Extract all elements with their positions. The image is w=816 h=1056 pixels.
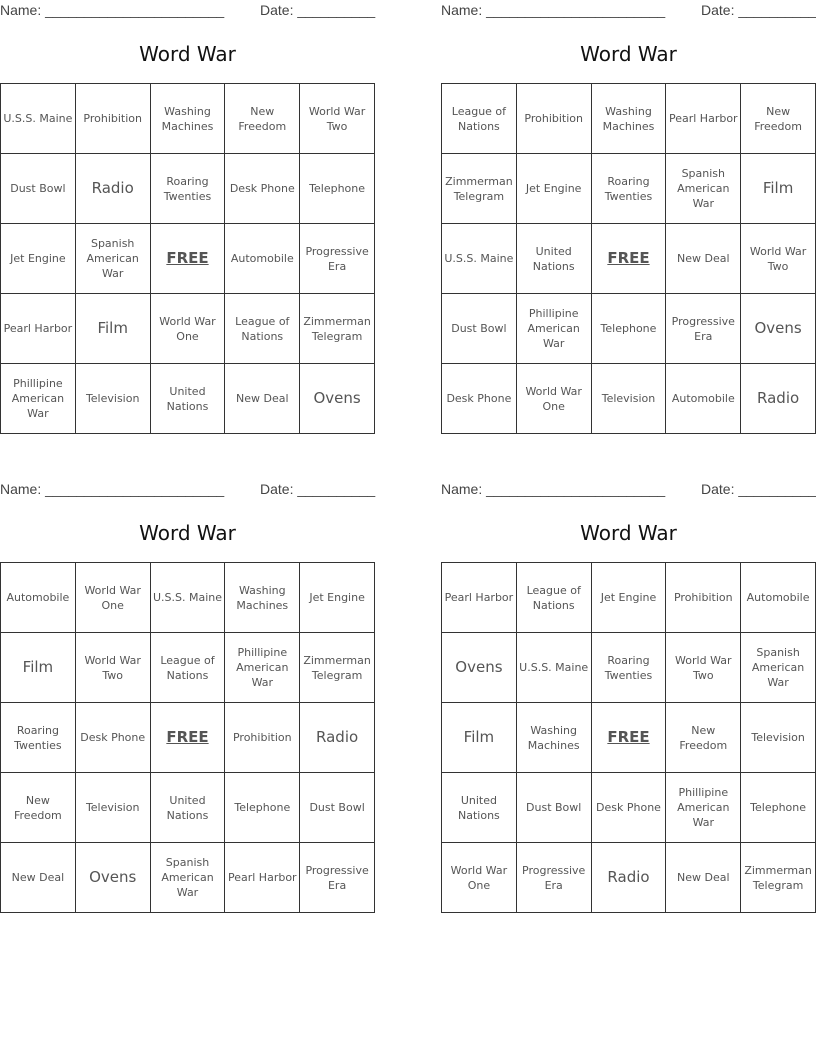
bingo-cell[interactable]: Film: [76, 294, 151, 364]
bingo-cell[interactable]: Radio: [300, 703, 375, 773]
header: [441, 2, 816, 20]
bingo-cell[interactable]: Automobile: [666, 364, 741, 434]
bingo-cell[interactable]: Spanish American War: [666, 154, 741, 224]
bingo-cell[interactable]: World War Two: [666, 633, 741, 703]
bingo-cell[interactable]: New Freedom: [741, 84, 816, 154]
free-space-cell[interactable]: FREE: [151, 703, 226, 773]
bingo-card-4: [441, 479, 816, 914]
bingo-cell[interactable]: United Nations: [151, 773, 226, 843]
bingo-cell[interactable]: Phillipine American War: [517, 294, 592, 364]
bingo-cell[interactable]: League of Nations: [517, 563, 592, 633]
bingo-cell[interactable]: Ovens: [741, 294, 816, 364]
bingo-grid: [441, 83, 816, 434]
bingo-cell[interactable]: Film: [741, 154, 816, 224]
bingo-cell[interactable]: United Nations: [151, 364, 226, 434]
bingo-cell[interactable]: Spanish American War: [76, 224, 151, 294]
bingo-cell[interactable]: Roaring Twenties: [1, 703, 76, 773]
bingo-cell[interactable]: World War One: [517, 364, 592, 434]
name-field[interactable]: Name: _______________________: [441, 2, 666, 18]
bingo-cell[interactable]: Roaring Twenties: [151, 154, 226, 224]
bingo-cell[interactable]: Prohibition: [76, 84, 151, 154]
bingo-cell[interactable]: New Freedom: [225, 84, 300, 154]
bingo-cell[interactable]: World War One: [442, 843, 517, 913]
bingo-cell[interactable]: Prohibition: [225, 703, 300, 773]
free-space-cell[interactable]: FREE: [592, 224, 667, 294]
bingo-cell[interactable]: Ovens: [442, 633, 517, 703]
date-field[interactable]: Date: __________: [260, 2, 376, 18]
bingo-cell[interactable]: World War Two: [741, 224, 816, 294]
bingo-cell[interactable]: Radio: [592, 843, 667, 913]
header: [0, 481, 375, 499]
bingo-cell[interactable]: U.S.S. Maine: [517, 633, 592, 703]
bingo-cell[interactable]: Jet Engine: [1, 224, 76, 294]
bingo-cell[interactable]: U.S.S. Maine: [151, 563, 226, 633]
bingo-cell[interactable]: Washing Machines: [225, 563, 300, 633]
bingo-grid: [0, 562, 375, 913]
bingo-cell[interactable]: League of Nations: [442, 84, 517, 154]
bingo-cell[interactable]: Zimmerman Telegram: [300, 294, 375, 364]
bingo-cell[interactable]: Jet Engine: [592, 563, 667, 633]
free-space-cell[interactable]: FREE: [151, 224, 226, 294]
bingo-cell[interactable]: New Deal: [666, 224, 741, 294]
bingo-cell[interactable]: Automobile: [225, 224, 300, 294]
header: [0, 2, 375, 20]
bingo-card-3: [0, 479, 375, 914]
bingo-cell[interactable]: Zimmerman Telegram: [300, 633, 375, 703]
bingo-cell[interactable]: Pearl Harbor: [225, 843, 300, 913]
bingo-cell[interactable]: Zimmerman Telegram: [442, 154, 517, 224]
bingo-cell[interactable]: Washing Machines: [517, 703, 592, 773]
free-space-cell[interactable]: FREE: [592, 703, 667, 773]
name-field[interactable]: Name: _______________________: [0, 2, 225, 18]
bingo-grid: [0, 83, 375, 434]
bingo-cell[interactable]: Dust Bowl: [442, 294, 517, 364]
bingo-cell[interactable]: New Deal: [1, 843, 76, 913]
bingo-cell[interactable]: Dust Bowl: [517, 773, 592, 843]
bingo-cell[interactable]: Progressive Era: [666, 294, 741, 364]
bingo-cell[interactable]: Television: [741, 703, 816, 773]
bingo-cell[interactable]: League of Nations: [225, 294, 300, 364]
bingo-cell[interactable]: Telephone: [225, 773, 300, 843]
bingo-cell[interactable]: Desk Phone: [76, 703, 151, 773]
bingo-cell[interactable]: New Freedom: [1, 773, 76, 843]
date-field[interactable]: Date: __________: [701, 2, 816, 18]
date-field[interactable]: Date: __________: [260, 481, 376, 497]
card-title: Word War: [580, 42, 677, 66]
bingo-cell[interactable]: Television: [592, 364, 667, 434]
bingo-cell[interactable]: Progressive Era: [517, 843, 592, 913]
bingo-cell[interactable]: Jet Engine: [517, 154, 592, 224]
bingo-cell[interactable]: Dust Bowl: [1, 154, 76, 224]
bingo-cell[interactable]: Washing Machines: [151, 84, 226, 154]
bingo-card-1: [0, 0, 375, 435]
card-title: Word War: [139, 521, 236, 545]
bingo-cell[interactable]: World War Two: [300, 84, 375, 154]
bingo-grid: [441, 562, 816, 913]
bingo-cell[interactable]: United Nations: [517, 224, 592, 294]
bingo-cell[interactable]: Dust Bowl: [300, 773, 375, 843]
card-title: Word War: [580, 521, 677, 545]
bingo-cell[interactable]: Pearl Harbor: [1, 294, 76, 364]
name-field[interactable]: Name: _______________________: [441, 481, 666, 497]
bingo-cell[interactable]: Progressive Era: [300, 843, 375, 913]
bingo-cell[interactable]: World War Two: [76, 633, 151, 703]
bingo-cell[interactable]: Desk Phone: [442, 364, 517, 434]
bingo-cell[interactable]: New Deal: [225, 364, 300, 434]
bingo-cell[interactable]: Automobile: [1, 563, 76, 633]
bingo-cell[interactable]: Film: [1, 633, 76, 703]
bingo-cell[interactable]: Jet Engine: [300, 563, 375, 633]
bingo-cell[interactable]: Pearl Harbor: [666, 84, 741, 154]
bingo-cell[interactable]: Television: [76, 364, 151, 434]
bingo-cell[interactable]: Prohibition: [517, 84, 592, 154]
bingo-cell[interactable]: Washing Machines: [592, 84, 667, 154]
bingo-cell[interactable]: Telephone: [300, 154, 375, 224]
bingo-cell[interactable]: Radio: [741, 364, 816, 434]
bingo-cell[interactable]: Zimmerman Telegram: [741, 843, 816, 913]
bingo-cell[interactable]: United Nations: [442, 773, 517, 843]
bingo-cell[interactable]: Automobile: [741, 563, 816, 633]
bingo-cell[interactable]: League of Nations: [151, 633, 226, 703]
bingo-cell[interactable]: Roaring Twenties: [592, 633, 667, 703]
bingo-cell[interactable]: Ovens: [76, 843, 151, 913]
bingo-cell[interactable]: Pearl Harbor: [442, 563, 517, 633]
bingo-cell[interactable]: Spanish American War: [151, 843, 226, 913]
bingo-cell[interactable]: Ovens: [300, 364, 375, 434]
bingo-cell[interactable]: Telephone: [592, 294, 667, 364]
bingo-cell[interactable]: Prohibition: [666, 563, 741, 633]
header: [441, 481, 816, 499]
bingo-cell[interactable]: New Freedom: [666, 703, 741, 773]
bingo-cell[interactable]: U.S.S. Maine: [442, 224, 517, 294]
name-field[interactable]: Name: _______________________: [0, 481, 225, 497]
card-title: Word War: [139, 42, 236, 66]
bingo-card-2: [441, 0, 816, 435]
bingo-cell[interactable]: Desk Phone: [225, 154, 300, 224]
bingo-cell[interactable]: Film: [442, 703, 517, 773]
bingo-cell[interactable]: Phillipine American War: [1, 364, 76, 434]
bingo-cell[interactable]: Roaring Twenties: [592, 154, 667, 224]
bingo-cell[interactable]: Radio: [76, 154, 151, 224]
bingo-cell[interactable]: New Deal: [666, 843, 741, 913]
bingo-cell[interactable]: U.S.S. Maine: [1, 84, 76, 154]
bingo-cell[interactable]: World War One: [151, 294, 226, 364]
bingo-cell[interactable]: World War One: [76, 563, 151, 633]
bingo-cell[interactable]: Phillipine American War: [225, 633, 300, 703]
bingo-cell[interactable]: Spanish American War: [741, 633, 816, 703]
bingo-cell[interactable]: Television: [76, 773, 151, 843]
date-field[interactable]: Date: __________: [701, 481, 816, 497]
bingo-cell[interactable]: Phillipine American War: [666, 773, 741, 843]
bingo-cell[interactable]: Desk Phone: [592, 773, 667, 843]
bingo-cell[interactable]: Progressive Era: [300, 224, 375, 294]
bingo-cell[interactable]: Telephone: [741, 773, 816, 843]
